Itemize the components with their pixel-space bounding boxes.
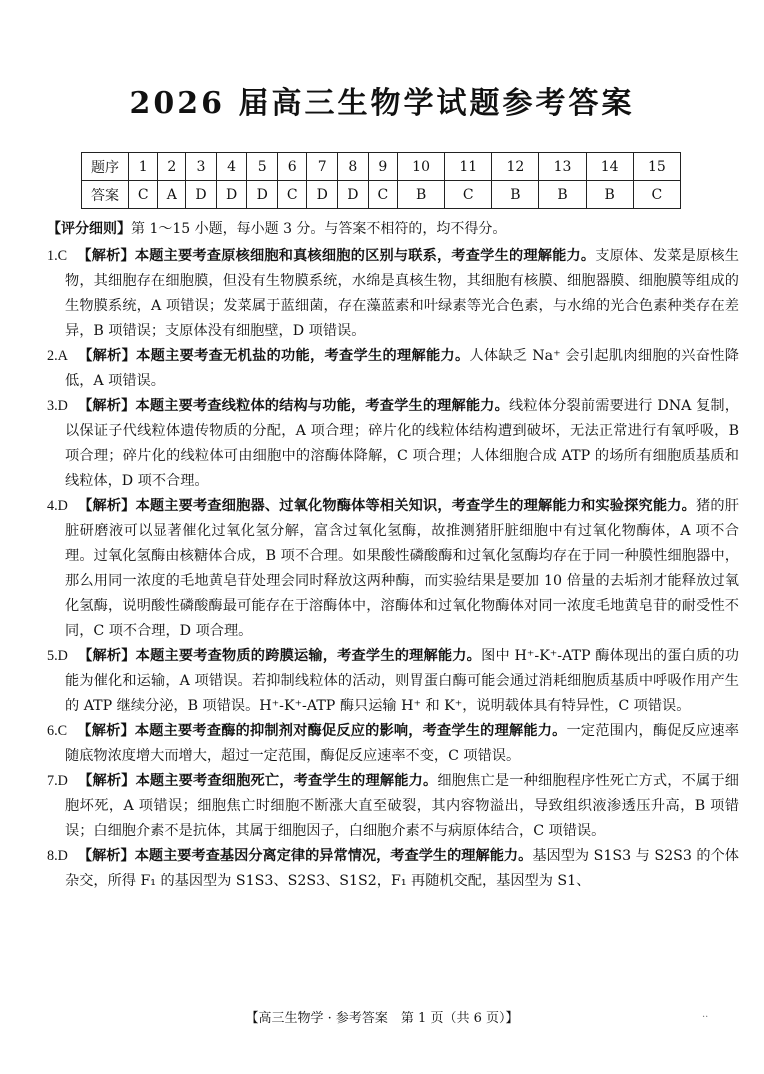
scoring-rule <box>47 219 737 239</box>
question-number-cell: 4 <box>216 153 247 181</box>
analysis-lead: 本题主要考查线粒体的结构与功能，考查学生的理解能力。 <box>135 398 510 414</box>
question-number-cell: 3 <box>186 153 217 181</box>
answer-cell: C <box>368 181 397 209</box>
question-number-cell: 14 <box>586 153 633 181</box>
analysis-lead: 本题主要考查无机盐的功能，考查学生的理解能力。 <box>136 348 470 364</box>
question-number: 4. <box>47 498 58 514</box>
question-number: 6. <box>47 723 58 739</box>
question-number: 5. <box>47 648 58 664</box>
answer-cell: C <box>633 181 680 209</box>
explanation-item <box>47 244 739 344</box>
answer-cell: D <box>247 181 278 209</box>
question-number-cell: 8 <box>338 153 369 181</box>
analysis-text: 线粒体分裂前需要进行 DNA 复制，以保证子代线粒体遗传物质的分配，A 项合理；碎片化的线粒体结构遭到破坏，无法正常进行有氧呼吸，B 项合理；碎片化的线粒体可由细胞中的溶酶体降解，C 项合理；人体细胞合成 ATP 的场所有细胞质基质和线粒体，D 项不合理。 <box>65 398 739 489</box>
table-header-cell: 题序 <box>82 153 129 181</box>
analysis-lead: 本题主要考查原核细胞和真核细胞的区别与联系，考查学生的理解能力。 <box>134 248 596 264</box>
analysis-text: 猪的肝脏研磨液可以显著催化过氧化氢分解，富含过氧化氢酶，故推测猪肝脏细胞中有过氧化物酶体，A 项不合理。过氧化氢酶由核糖体合成，B 项不合理。如果酸性磷酸酶和过氧化氢酶均存在于同一种膜性细胞器中，那么用同一浓度的毛地黄皂苷处理会同时释放这两种酶，而实验结果是要加 10 倍量的去垢剂才能释放过氧化氢酶，说明酸性磷酸酶最可能存在于溶酶体中，溶酶体和过氧化物酶体对同一浓度毛地黄皂苷的耐受性不同，C 项不合理，D 项合理。 <box>65 498 739 639</box>
analysis-text: 一定范围内，酶促反应速率随底物浓度增大而增大，超过一定范围，酶促反应速率不变，C 项错误。 <box>65 723 739 764</box>
question-number-cell: 11 <box>445 153 492 181</box>
analysis-lead: 本题主要考查酶的抑制剂对酶促反应的影响，考查学生的理解能力。 <box>134 723 567 739</box>
analysis-text: 支原体、发菜是原核生物，其细胞存在细胞膜，但没有生物膜系统，水绵是真核生物，其细胞有核膜、细胞器膜、细胞膜等组成的生物膜系统，A 项错误；发菜属于蓝细菌，存在藻蓝素和叶绿素等光合色素，与水绵的光合色素种类存在差异，B 项错误；支原体没有细胞壁，D 项错误。 <box>65 248 739 339</box>
explanation-item <box>47 344 739 394</box>
explanation-item <box>47 494 739 644</box>
question-number-cell: 15 <box>633 153 680 181</box>
analysis-text: 细胞焦亡是一种细胞程序性死亡方式，不属于细胞坏死，A 项错误；细胞焦亡时细胞不断涨大直至破裂，其内容物溢出，导致组织液渗透压升高，B 项错误；白细胞介素不是抗体，其属于细胞因子，白细胞介素不与病原体结合，C 项错误。 <box>65 773 739 839</box>
answer-letter: D <box>57 398 68 414</box>
answer-letter: D <box>57 648 68 664</box>
question-number: 2. <box>47 348 58 364</box>
scoring-rule-text: 第 1～15 小题，每小题 3 分。与答案不相符的，均不得分。 <box>131 221 507 237</box>
analysis-tag: 【解析】 <box>77 398 136 414</box>
analysis-text: 人体缺乏 Na⁺ 会引起肌肉细胞的兴奋性降低，A 项错误。 <box>65 348 739 389</box>
answer-cell: C <box>129 181 158 209</box>
analysis-tag: 【解析】 <box>77 348 137 364</box>
explanation-item <box>47 844 739 894</box>
analysis-lead: 本题主要考查细胞器、过氧化物酶体等相关知识，考查学生的理解能力和实验探究能力。 <box>135 498 697 514</box>
question-number: 1. <box>47 248 58 264</box>
analysis-lead: 本题主要考查物质的跨膜运输，考查学生的理解能力。 <box>135 648 482 664</box>
answer-letter: A <box>57 348 68 364</box>
page-title: 2026 届高三生物学试题参考答案 <box>129 86 635 121</box>
answer-letter: C <box>57 248 68 264</box>
question-number-cell: 2 <box>158 153 186 181</box>
answer-cell: D <box>338 181 369 209</box>
table-row-numbers <box>82 153 681 181</box>
scoring-rule-label: 【评分细则】 <box>47 221 131 237</box>
answer-cell: C <box>445 181 492 209</box>
table-row-answers <box>82 181 681 209</box>
analysis-tag: 【解析】 <box>77 723 135 739</box>
analysis-tag: 【解析】 <box>77 848 135 864</box>
analysis-tag: 【解析】 <box>77 248 135 264</box>
analysis-text: 基因型为 S1S3 与 S2S3 的个体杂交，所得 F₁ 的基因型为 S1S3、S2S3、S1S2，F₁ 再随机交配，基因型为 S1、 <box>65 848 739 889</box>
question-number: 7. <box>47 773 58 789</box>
footer-mark: ·· <box>702 1012 709 1023</box>
answer-cell: D <box>307 181 338 209</box>
explanation-item <box>47 644 739 719</box>
question-number: 3. <box>47 398 58 414</box>
answer-cell: C <box>278 181 307 209</box>
answer-letter: D <box>57 848 68 864</box>
answer-cell: B <box>539 181 586 209</box>
question-number-cell: 10 <box>398 153 445 181</box>
explanation-item <box>47 394 739 494</box>
question-number-cell: 7 <box>307 153 338 181</box>
answer-key-table <box>81 152 681 209</box>
analysis-lead: 本题主要考查基因分离定律的异常情况，考查学生的理解能力。 <box>134 848 533 864</box>
table-header-cell: 答案 <box>82 181 129 209</box>
question-number-cell: 12 <box>492 153 539 181</box>
answer-cell: A <box>158 181 186 209</box>
analysis-lead: 本题主要考查细胞死亡，考查学生的理解能力。 <box>135 773 438 789</box>
answer-cell: D <box>216 181 247 209</box>
analysis-text: 图中 H⁺-K⁺-ATP 酶体现出的蛋白质的功能为催化和运输，A 项错误。若抑制线粒体的活动，则胃蛋白酶可能会通过消耗细胞质基质中呼吸作用产生的 ATP 继续分泌，B 项错误。H⁺-K⁺-ATP 酶只运输 H⁺ 和 K⁺，说明载体具有特异性，C 项错误。 <box>65 648 739 714</box>
explanation-item <box>47 769 739 844</box>
answer-letter: C <box>57 723 68 739</box>
answer-cell: B <box>586 181 633 209</box>
question-number-cell: 13 <box>539 153 586 181</box>
analysis-tag: 【解析】 <box>77 648 136 664</box>
analysis-tag: 【解析】 <box>77 773 136 789</box>
question-number: 8. <box>47 848 58 864</box>
answer-cell: D <box>186 181 217 209</box>
answer-cell: B <box>398 181 445 209</box>
explanation-item <box>47 719 739 769</box>
question-number-cell: 5 <box>247 153 278 181</box>
answer-letter: D <box>57 498 68 514</box>
answer-cell: B <box>492 181 539 209</box>
explanations-list <box>47 244 739 894</box>
question-number-cell: 6 <box>278 153 307 181</box>
question-number-cell: 1 <box>129 153 158 181</box>
answer-letter: D <box>57 773 68 789</box>
analysis-tag: 【解析】 <box>77 498 136 514</box>
question-number-cell: 9 <box>368 153 397 181</box>
page-footer: 【高三生物学 · 参考答案 第 1 页（共 6 页）】 <box>245 1011 519 1026</box>
